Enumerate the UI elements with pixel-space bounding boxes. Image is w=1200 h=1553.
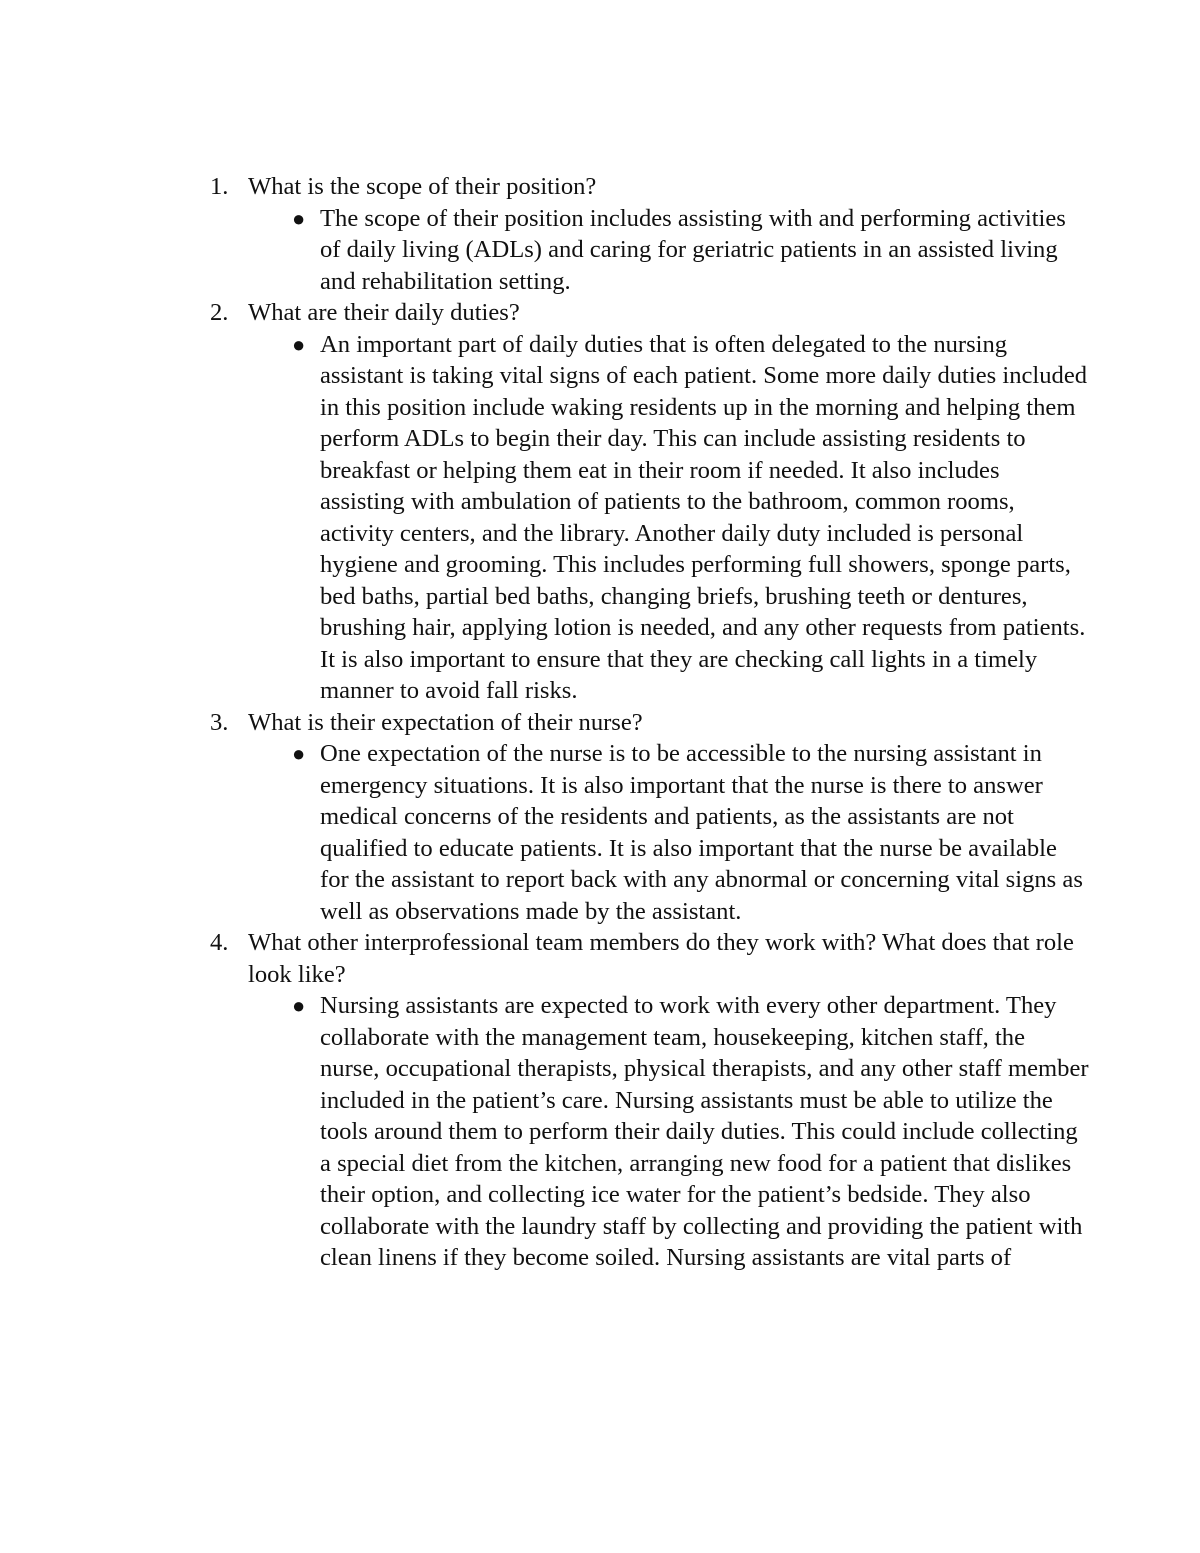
bullet-icon: ●: [292, 741, 306, 766]
question-item-4: [210, 927, 1090, 1274]
question-list: [210, 171, 1090, 1274]
question-item-1: [210, 171, 1090, 297]
answer-list: [248, 990, 1090, 1274]
answer-item: [248, 990, 1090, 1274]
answer-item: [248, 738, 1090, 927]
answer-text: The scope of their position includes assisting with and performing activities of daily living (ADLs) and caring for geriatric patients in an assisted living and rehabilitation setting.: [320, 204, 1066, 295]
answer-item: [248, 203, 1090, 298]
bullet-icon: ●: [292, 205, 306, 231]
answer-item: [248, 329, 1090, 707]
question-item-2: [210, 297, 1090, 707]
question-number: 1.: [210, 173, 229, 200]
answer-list: [248, 329, 1090, 707]
question-item-3: [210, 707, 1090, 928]
answer-text: One expectation of the nurse is to be accessible to the nursing assistant in emergency situations. It is also important that the nurse is there to answer medical concerns of the residents and patients, as the assistants are not qualified to educate patients. It is also important that the nurse be available for the assistant to report back with any abnormal or concerning vital signs as well as observations made by the assistant.: [320, 740, 1083, 925]
question-text: What is their expectation of their nurse?: [248, 708, 643, 736]
question-number: 3.: [210, 708, 229, 736]
question-text: What are their daily duties?: [248, 299, 520, 326]
question-text: What other interprofessional team members do they work with? What does that role look like?: [248, 929, 1074, 988]
question-number: 4.: [210, 929, 229, 956]
answer-text: Nursing assistants are expected to work with every other department. They collaborate with the management team, housekeeping, kitchen staff, the nurse, occupational therapists, physical therapists, and any other staff member included in the patient’s care. Nursing assistants must be able to utilize the tools around them to perform their daily duties. This could include collecting a special diet from the kitchen, arranging new food for a patient that dislikes their option, and collecting ice water for the patient’s bedside. They also collaborate with the laundry staff by collecting and providing the patient with clean linens if they become soiled. Nursing assistants are vital parts of: [320, 992, 1089, 1271]
bullet-icon: ●: [292, 993, 306, 1018]
question-number: 2.: [210, 299, 229, 326]
answer-list: [248, 203, 1090, 298]
answer-text: An important part of daily duties that is often delegated to the nursing assistant is taking vital signs of each patient. Some more daily duties included in this position include waking residents up in the morning and helping them perform ADLs to begin their day. This can include assisting residents to breakfast or helping them eat in their room if needed. It also includes assisting with ambulation of patients to the bathroom, common rooms, activity centers, and the library. Another daily duty included is personal hygiene and grooming. This includes performing full showers, sponge parts, bed baths, partial bed baths, changing briefs, brushing teeth or dentures, brushing hair, applying lotion is needed, and any other requests from patients. It is also important to ensure that they are checking call lights in a timely manner to avoid fall risks.: [320, 330, 1088, 704]
question-text: What is the scope of their position?: [248, 173, 597, 200]
bullet-icon: ●: [292, 331, 306, 357]
answer-list: [248, 738, 1090, 927]
